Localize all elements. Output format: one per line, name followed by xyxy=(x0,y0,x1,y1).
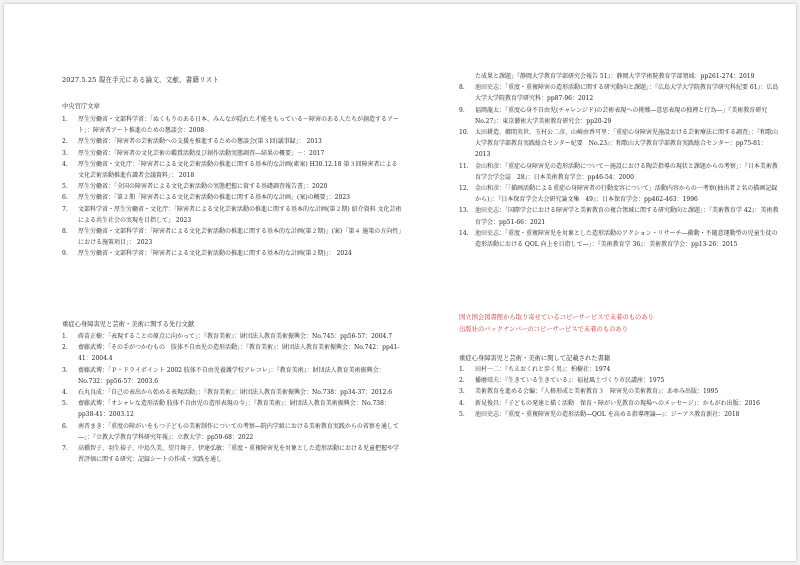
item-number: 8. xyxy=(459,84,465,92)
item-text: 金山和彦：「重症心身障害児の造形活動について～施設における陶芸指導の現状と課題からの考察」：『日本美術教育学会学会誌 28』：日本美術教育学会：pp46-54：2000 xyxy=(475,162,778,181)
item-text: 池田史志：「重度・重複障害の造形活動に関する研究動向と課題」：『広島大学大学院教育学研究科紀要 61』：広島大学大学院教育学研究科：pp87-96：2012 xyxy=(475,84,779,103)
section-title-chuo: 中央官庁文章 xyxy=(62,103,100,110)
list-chuo xyxy=(62,114,402,260)
item-text: 蒔苗正樹：「表現することの原点に向かって」：『教育美術』：財団法人教育美術振興会：No.745：pp56-57：2004.7 xyxy=(78,333,393,340)
document-page xyxy=(4,4,796,561)
list-item xyxy=(62,136,402,147)
list-item xyxy=(459,364,781,375)
list-item xyxy=(459,183,781,205)
item-text: 厚生労働省・文化庁：「障害者による文化芸術活動の推進に関する基本的な計画(素案) H30.12.18 第３回障害者による文化芸術活動推進有識者会議資料」： 2018 xyxy=(78,160,398,180)
item-text: 田村一二：『ちえおくれと歩く男』：柏樹社：1974 xyxy=(475,366,611,373)
document-header: 2027.5.25 現在手元にある論文、文献、書籍リスト xyxy=(62,76,220,84)
item-number: 6. xyxy=(62,422,68,430)
item-number: 9. xyxy=(459,106,465,114)
list-item xyxy=(62,342,402,364)
item-number: 10. xyxy=(459,129,469,137)
item-text: 新見俊昌：『子どもの発達と描く活動 保育・障がい児教育の現場へのメッセージ』：かもがわ出版：2016 xyxy=(475,399,760,407)
item-number: 2. xyxy=(62,138,68,146)
list-item xyxy=(459,127,781,161)
red-note-1: 国立国会図書館から取り寄せているコピーサービスで未着のものあり xyxy=(459,314,654,321)
item-number: 1. xyxy=(62,333,68,340)
list-item xyxy=(62,204,402,226)
item-number: 3. xyxy=(62,366,68,374)
item-number: 2. xyxy=(459,377,465,385)
item-number: 1. xyxy=(459,366,465,373)
list-item xyxy=(459,386,781,397)
item-number: 14. xyxy=(459,229,469,237)
list-item xyxy=(62,248,402,259)
list-item xyxy=(459,398,781,409)
item-text: 美術教育を進める会編：『人格形成と美術教育３ 障害児の美術教育』：あゆみ出版：1995 xyxy=(475,388,719,396)
item-number: 13. xyxy=(459,207,469,215)
item-number: 4. xyxy=(459,399,465,407)
item-number: 3. xyxy=(62,149,68,157)
list-item xyxy=(62,181,402,192)
list-item xyxy=(62,192,402,203)
item-text: 池田史志：『重度・重複障害児の造形活動―QOL を高める指導理論―』：ジーアス教育新社：2018 xyxy=(475,410,740,418)
item-number: 7. xyxy=(62,445,68,453)
item-text: 文部科学省・厚生労働省・文化庁：「障害者による文化芸術活動の推進に関する基本的な計画(第２期) 紹介資料 文化芸術による共生社会の実現を目指して」 2023 xyxy=(78,205,402,224)
item-text: た成果と課題」『静岡大学教育学部研究会報告 51』：静岡大学学術院教育学部領域：pp261-274：2019 xyxy=(475,73,755,80)
list-item xyxy=(459,161,781,183)
item-number: 8. xyxy=(62,228,68,236)
section-title-juudo: 重症心身障害児と芸術・美術に関する先行文献 xyxy=(62,321,195,328)
item-number: 5. xyxy=(459,410,465,418)
list-item xyxy=(62,387,402,398)
list-item xyxy=(459,375,781,386)
list-juudo xyxy=(62,331,402,465)
item-number: 5. xyxy=(62,400,68,408)
item-text: 播磨靖夫：『生きている生きている』：福祉風土づくり市民講座：1975 xyxy=(475,377,665,385)
item-text: 南晋まき：「重度の障がいをもつ子どもの美術制作についての考察―院内学級における美術教育実践からの省察を通して―」：『立教大学教育学科研究年報』：立教大学：pp59-68：2022 xyxy=(78,422,399,441)
list-books xyxy=(459,364,781,420)
item-text: 池田史志：「重度・重複障害児を対象とした造形活動のアクション・リサーチ―衝動・不随意運動型の児童生徒の造形活動における QOL 向上を目指して―」：『美術教育学 36』：美術教育学会：pp13-26：2015 xyxy=(475,229,778,249)
item-number: 1. xyxy=(62,116,68,123)
item-text: 齋藤武博：「オシャレな造形活動 肢体不自由児の造形表現の今」：『教育美術』：財団法人教育美術振興会：No.738：pp38-41：2003.12 xyxy=(78,400,390,419)
list-item xyxy=(459,205,781,227)
list-item xyxy=(459,105,781,127)
item-text: 厚生労働省・文部科学省：「障害者による文化芸術活動の推進に関する基本的な計画(第２期)」： 2024 xyxy=(78,250,352,258)
item-number: 4. xyxy=(62,389,68,397)
item-text: 厚生労働省：「全国の障害者による文化芸術活動の実態把握に資する基礎調査報告書」：2020 xyxy=(78,183,328,191)
item-number: 4. xyxy=(62,160,68,168)
item-text: 福岡龍太：「重度心身不自由児(チャレンジド)の芸術表現への挑戦―意思表現の独裡と行為―」『美術教育研究 No.27』：東京藝術大学美術教育研究会：pp20-29 xyxy=(475,106,774,125)
item-text: 厚生労働省：「障害者の文化芸術の鑑賞活動及び創作活動実態調査―結果の概要」－：2017 xyxy=(78,149,325,157)
list-item xyxy=(62,114,402,136)
item-number: 9. xyxy=(62,250,68,258)
item-text: 厚生労働省・文部科学省：「障害者による文化芸術活動の推進に関する基本的な計画(第２期)」(案)「第４ 施策の方向性」における施策項目」： 2023 xyxy=(78,228,402,247)
list-right-continued xyxy=(459,71,781,250)
item-number: 11. xyxy=(459,162,469,170)
list-item xyxy=(62,226,402,248)
item-number: 2. xyxy=(62,344,68,352)
list-item xyxy=(62,148,402,159)
item-number: 3. xyxy=(459,388,465,396)
list-item xyxy=(62,365,402,387)
item-number: 12. xyxy=(459,185,469,193)
list-item xyxy=(62,421,402,443)
item-text: 太田耕造、郷間英世、玉村公二彦、山崎由香可里：「重症心身障害児施設おける芸術療法に関する調査」：『和歌山大学教育学部教育実践総合センター紀要 No.23』：和歌山大学教育学部教育実践総合センター：pp75-81：2013 xyxy=(475,129,779,159)
list-item xyxy=(62,159,402,181)
list-item xyxy=(459,82,781,104)
item-text: 石丸良成：「自己の表出から始める表現活動」：『教育美術』：財団法人教育美術振興会：No.738：pp34-37：2012.6 xyxy=(78,389,393,397)
item-text: 厚生労働省：「第２期「障害者による文化芸術活動の推進に関する基本的な計画」(案)の概要」：2023 xyxy=(78,194,350,202)
list-item xyxy=(62,398,402,420)
red-note-2: 出版社のバックナンバーのコピーサービスで未着のものあり xyxy=(459,326,629,333)
item-text: 池田史志：「国際学会における障害学と美術教育の複合領域に関する研究動向と課題」：『美術教育学 42』：美術教育学会：pp51-66：2021 xyxy=(475,207,779,226)
list-item xyxy=(62,331,402,342)
item-text: 齋藤武博：「その手がつかむもの 肢体不自由児の造形活動」：『教育美術』：財団法人教育美術振興会：No.742：pp41-41：2004.4 xyxy=(78,344,400,363)
list-item xyxy=(459,71,781,82)
item-text: 厚生労働省・文部科学省：「ぬくもりのある日本、みんなが隠れた才能をもっている～障害のある人たちが創造するアート」：障害者アート推進のための懇談会：2008 xyxy=(78,116,399,135)
item-text: 齋藤武博：「Ｐ・ドライポイント 2002 肢体不自由児養護学校アレコレ」：『教育美術』：財団法人教育美術振興会：No.732：pp56-57：2003.6 xyxy=(78,366,385,385)
list-item xyxy=(459,228,781,250)
item-number: 6. xyxy=(62,194,68,202)
item-text: 厚生労働省：「障害者の芸術活動への支援を推進するための懇談会(第３回)議事録」： 2013 xyxy=(78,138,322,146)
item-number: 5. xyxy=(62,183,68,191)
item-text: 高橋智子、羽生裕子、中島久美、望月舞子、伊達弘敏：「重度・重複障害児を対象とした造形活動における児童把握や学習評価に関する研究：記録シートの作成・実践を通し xyxy=(78,445,400,464)
section-title-books: 重症心身障害児と芸術・美術に関して記載された書籍 xyxy=(459,355,611,362)
item-number: 7. xyxy=(62,205,68,213)
list-item xyxy=(62,443,402,465)
list-item xyxy=(459,409,781,420)
item-text: 金山和彦：「「描画活動による重症心身障害者の行動変容について」活動内容からの一考察(抽出者２名の描画記録から)」：『日本保育学会大会研究論文集 49』：日本保育学会：pp462-463：1996 xyxy=(475,185,778,204)
